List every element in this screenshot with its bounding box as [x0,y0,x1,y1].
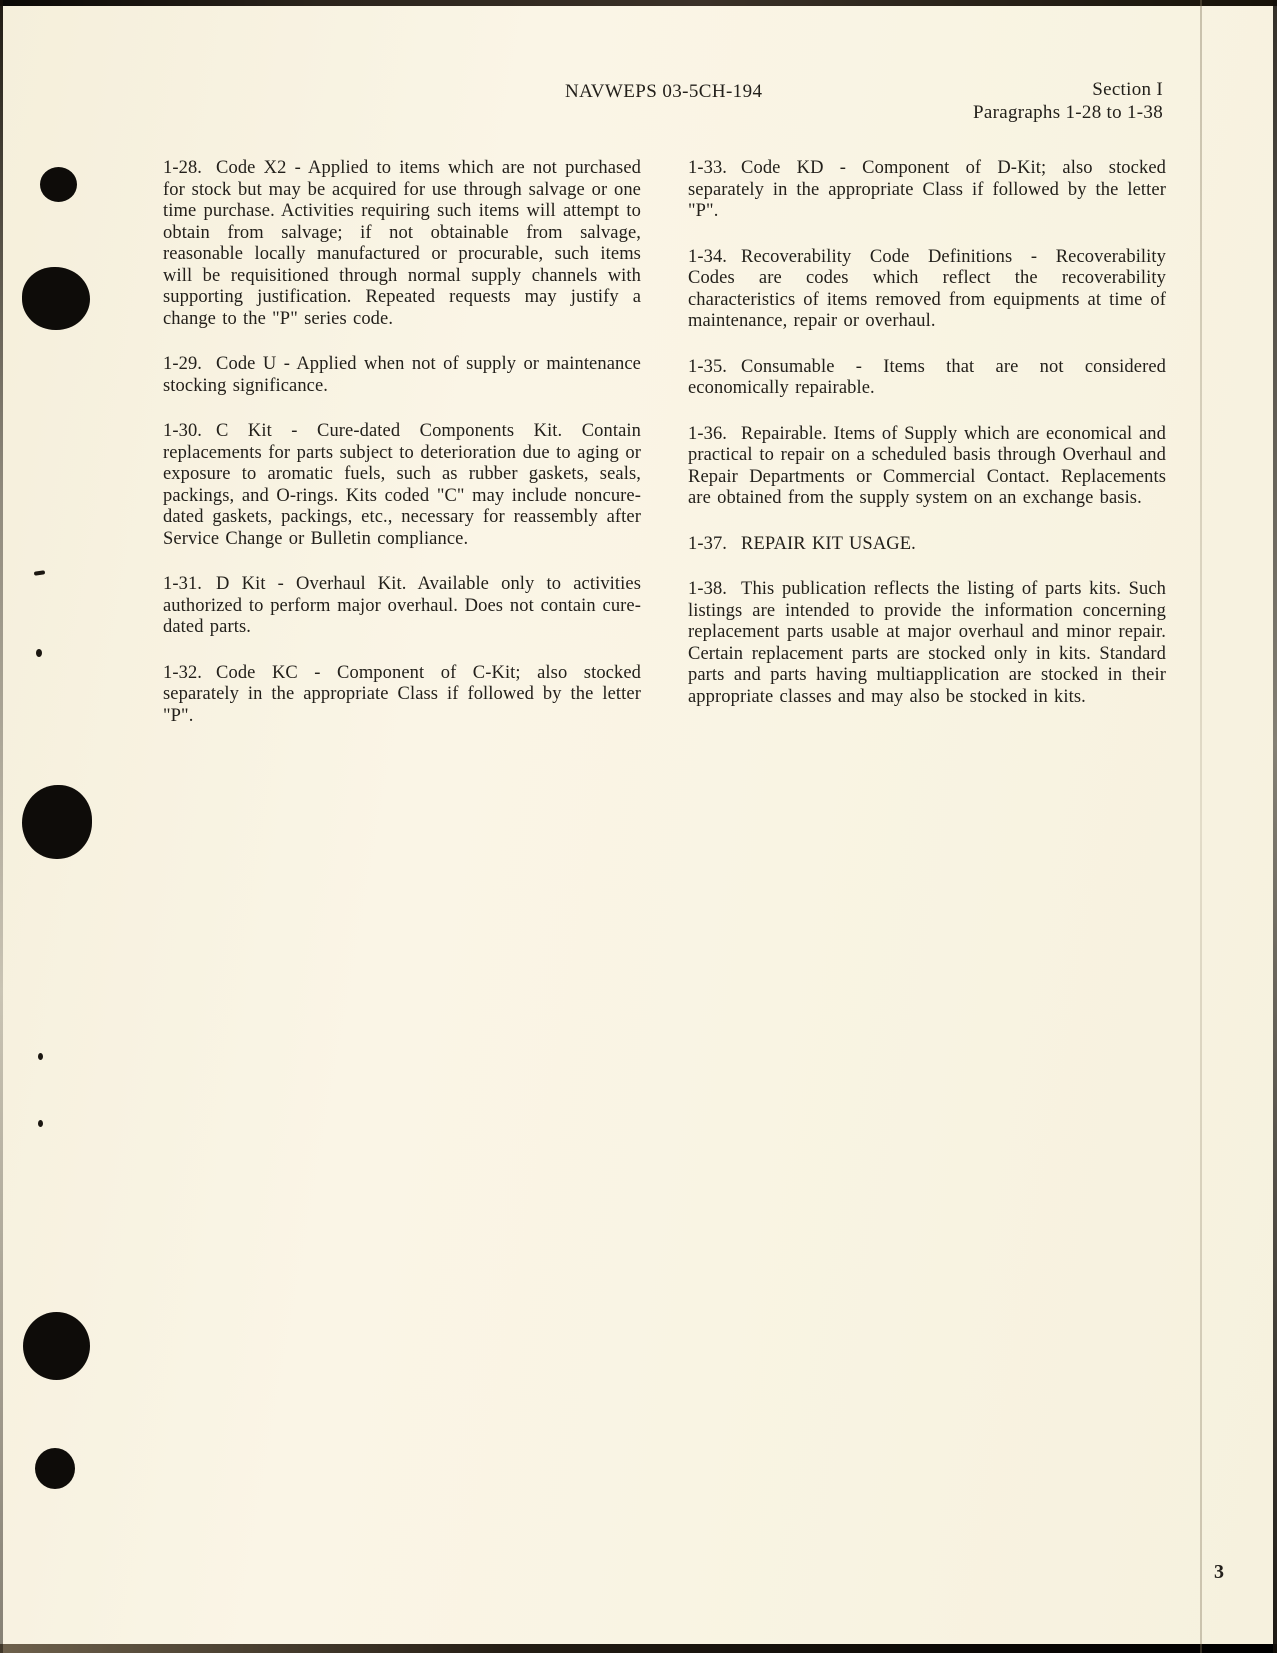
paragraph-number: 1-38. [688,579,728,599]
page-crease-line [1200,0,1202,1653]
paragraph-1-37 [688,534,1166,556]
left-column [163,158,641,751]
paragraph-1-30 [163,421,641,550]
paragraph-text: Recoverability Code Definitions - Recoverability Codes are codes which reflect the recoverability characteristics of items removed from equipments at time of maintenance, repair or overhaul. [688,246,1166,331]
paragraph-1-33 [688,158,1166,223]
punch-hole-mark [22,785,92,859]
paragraph-number: 1-35. [688,356,728,377]
scan-edge-bottom [0,1644,1277,1653]
paragraph-1-31 [163,574,641,639]
paragraph-1-32 [163,663,641,728]
paragraph-text: C Kit - Cure-dated Components Kit. Contain replacements for parts subject to deterioration due to aging or exposure to aromatic fuels, such as rubber gaskets, seals, packings, and O-rings. Kits coded "C" may include noncure-dated gaskets, packings, etc., necessary for reassembly after Service Change or Bulletin compliance. [163,421,641,549]
paragraph-number: 1-37. [688,533,728,554]
paragraph-text: D Kit - Overhaul Kit. Available only to activities authorized to perform major overhaul. Does not contain cure-dated parts. [163,574,641,637]
right-column [688,158,1166,732]
paragraph-text: Code KC - Component of C-Kit; also stocked separately in the appropriate Class if followed by the letter "P". [163,662,641,726]
punch-hole-mark [23,1312,90,1380]
paragraph-range-label: Paragraphs 1-28 to 1-38 [973,102,1163,123]
paragraph-number: 1-34. [688,246,728,267]
paragraph-number: 1-31. [163,574,203,594]
paragraph-text: This publication reflects the listing of parts kits. Such listings are intended to provide the information concerning replacement parts usable at major overhaul and minor repair. Certain replacement parts are stocked only in kits. Standard parts and parts having multiapplication are stocked in their appropriate classes and may also be stocked in kits. [688,579,1166,707]
paragraph-text: Repairable. Items of Supply which are economical and practical to repair on a scheduled basis through Overhaul and Repair Departments or Commercial Contact. Replacements are obtained from the supply system on an exchange basis. [688,423,1166,508]
punch-hole-mark [22,267,90,330]
paragraph-1-28 [163,158,641,330]
punch-hole-mark [40,167,77,202]
page-number: 3 [1214,1561,1224,1583]
ink-speck [38,1053,43,1060]
paragraph-1-38 [688,579,1166,708]
ink-speck [34,570,45,575]
punch-hole-mark [35,1448,75,1489]
paragraph-text: Code X2 - Applied to items which are not purchased for stock but may be acquired for use through salvage or one time purchase. Activities requiring such items will attempt to obtain from salvage; if not obtainable from salvage, reasonable locally manufactured or procurable, such items will be requisitioned through normal supply channels with supporting justification. Repeated requests may justify a change to the "P" series code. [163,158,641,329]
scan-edge-right [1273,0,1277,1653]
paragraph-number: 1-32. [163,662,203,683]
paragraph-number: 1-28. [163,158,203,178]
scan-edge-left [0,0,3,1653]
header-section-block [973,78,1163,124]
document-number: NAVWEPS 03-5CH-194 [565,81,763,102]
ink-speck [38,1120,43,1127]
paragraph-number: 1-33. [688,158,728,178]
paragraph-1-29 [163,354,641,397]
paragraph-1-36 [688,424,1166,510]
paragraph-text: Consumable - Items that are not considered economically repairable. [688,356,1166,398]
paragraph-number: 1-30. [163,421,203,441]
paragraph-number: 1-29. [163,354,203,374]
paragraph-1-35 [688,357,1166,400]
paragraph-1-34 [688,247,1166,333]
paragraph-text: Code KD - Component of D-Kit; also stocked separately in the appropriate Class if followed by the letter "P". [688,158,1166,221]
paragraph-text: Code U - Applied when not of supply or maintenance stocking significance. [163,354,641,396]
paragraph-text: REPAIR KIT USAGE. [741,533,916,554]
section-label: Section I [1092,79,1163,100]
paragraph-number: 1-36. [688,423,728,444]
scan-edge-top [0,0,1277,6]
ink-speck [36,649,42,657]
